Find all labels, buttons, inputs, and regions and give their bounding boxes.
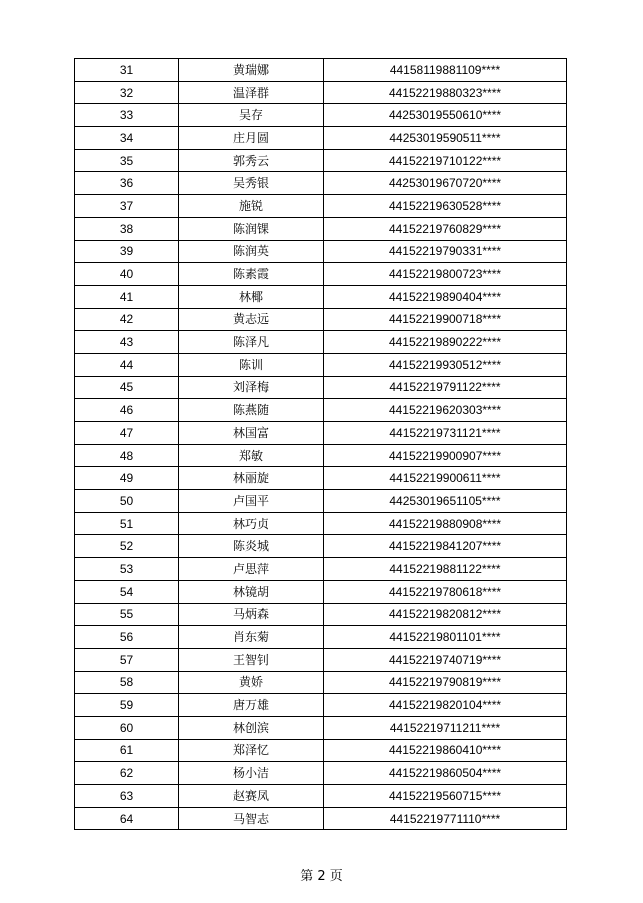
id-number: 44152219790331**** — [324, 240, 567, 263]
row-number: 36 — [75, 172, 179, 195]
id-number: 44152219880323**** — [324, 81, 567, 104]
table-row — [75, 240, 567, 263]
id-number: 44158119881109**** — [324, 59, 567, 82]
table-row — [75, 399, 567, 422]
id-number: 44253019550610**** — [324, 104, 567, 127]
table-row — [75, 512, 567, 535]
id-number: 44152219780618**** — [324, 580, 567, 603]
id-number: 44152219711211**** — [324, 716, 567, 739]
person-name: 唐万雄 — [179, 694, 324, 717]
id-number: 44152219630528**** — [324, 195, 567, 218]
row-number: 59 — [75, 694, 179, 717]
table-row — [75, 422, 567, 445]
person-name: 温泽群 — [179, 81, 324, 104]
person-name: 杨小洁 — [179, 762, 324, 785]
row-number: 31 — [75, 59, 179, 82]
person-name: 刘泽梅 — [179, 376, 324, 399]
person-name: 马炳森 — [179, 603, 324, 626]
table-row — [75, 172, 567, 195]
row-number: 34 — [75, 127, 179, 150]
id-number: 44152219771110**** — [324, 807, 567, 830]
row-number: 42 — [75, 308, 179, 331]
person-name: 卢国平 — [179, 490, 324, 513]
row-number: 50 — [75, 490, 179, 513]
id-number: 44152219860504**** — [324, 762, 567, 785]
table-row — [75, 308, 567, 331]
row-number: 43 — [75, 331, 179, 354]
table-row — [75, 490, 567, 513]
person-name: 施锐 — [179, 195, 324, 218]
person-name: 卢思萍 — [179, 558, 324, 581]
person-name: 黄娇 — [179, 671, 324, 694]
row-number: 48 — [75, 444, 179, 467]
row-number: 57 — [75, 648, 179, 671]
person-name: 郑泽忆 — [179, 739, 324, 762]
table-row — [75, 127, 567, 150]
table-row — [75, 444, 567, 467]
row-number: 58 — [75, 671, 179, 694]
person-name: 庄月圆 — [179, 127, 324, 150]
table-row — [75, 762, 567, 785]
id-number: 44152219740719**** — [324, 648, 567, 671]
row-number: 62 — [75, 762, 179, 785]
table-row — [75, 59, 567, 82]
person-name: 吴秀银 — [179, 172, 324, 195]
person-name: 陈润锞 — [179, 217, 324, 240]
table-row — [75, 376, 567, 399]
person-name: 赵赛凤 — [179, 785, 324, 808]
table-row — [75, 81, 567, 104]
person-name: 陈炎城 — [179, 535, 324, 558]
id-number: 44152219790819**** — [324, 671, 567, 694]
person-name: 林巧贞 — [179, 512, 324, 535]
table-row — [75, 716, 567, 739]
row-number: 45 — [75, 376, 179, 399]
table-row — [75, 580, 567, 603]
person-name: 林镜胡 — [179, 580, 324, 603]
table-row — [75, 331, 567, 354]
row-number: 52 — [75, 535, 179, 558]
person-name: 马智志 — [179, 807, 324, 830]
id-number: 44152219620303**** — [324, 399, 567, 422]
id-number: 44152219731121**** — [324, 422, 567, 445]
table-row — [75, 807, 567, 830]
person-name: 肖东菊 — [179, 626, 324, 649]
table-row — [75, 263, 567, 286]
table-row — [75, 626, 567, 649]
id-number: 44253019651105**** — [324, 490, 567, 513]
roster-table-body — [75, 59, 567, 830]
row-number: 35 — [75, 149, 179, 172]
person-name: 林创滨 — [179, 716, 324, 739]
row-number: 51 — [75, 512, 179, 535]
id-number: 44152219900907**** — [324, 444, 567, 467]
id-number: 44152219791122**** — [324, 376, 567, 399]
row-number: 44 — [75, 353, 179, 376]
table-row — [75, 603, 567, 626]
person-name: 林丽旋 — [179, 467, 324, 490]
person-name: 林国富 — [179, 422, 324, 445]
table-row — [75, 648, 567, 671]
roster-table — [74, 58, 567, 830]
row-number: 61 — [75, 739, 179, 762]
row-number: 53 — [75, 558, 179, 581]
id-number: 44152219900611**** — [324, 467, 567, 490]
table-row — [75, 558, 567, 581]
person-name: 黄瑞娜 — [179, 59, 324, 82]
id-number: 44152219860410**** — [324, 739, 567, 762]
row-number: 46 — [75, 399, 179, 422]
person-name: 林椰 — [179, 285, 324, 308]
id-number: 44152219800723**** — [324, 263, 567, 286]
row-number: 37 — [75, 195, 179, 218]
table-row — [75, 285, 567, 308]
id-number: 44152219801101**** — [324, 626, 567, 649]
row-number: 47 — [75, 422, 179, 445]
table-row — [75, 694, 567, 717]
id-number: 44152219710122**** — [324, 149, 567, 172]
table-row — [75, 671, 567, 694]
id-number: 44253019590511**** — [324, 127, 567, 150]
row-number: 32 — [75, 81, 179, 104]
row-number: 55 — [75, 603, 179, 626]
id-number: 44152219890222**** — [324, 331, 567, 354]
id-number: 44152219880908**** — [324, 512, 567, 535]
row-number: 33 — [75, 104, 179, 127]
person-name: 陈燕随 — [179, 399, 324, 422]
row-number: 38 — [75, 217, 179, 240]
table-row — [75, 217, 567, 240]
id-number: 44152219900718**** — [324, 308, 567, 331]
id-number: 44152219760829**** — [324, 217, 567, 240]
person-name: 黄志远 — [179, 308, 324, 331]
row-number: 49 — [75, 467, 179, 490]
table-row — [75, 785, 567, 808]
table-row — [75, 535, 567, 558]
id-number: 44152219890404**** — [324, 285, 567, 308]
table-row — [75, 739, 567, 762]
id-number: 44152219841207**** — [324, 535, 567, 558]
person-name: 陈泽凡 — [179, 331, 324, 354]
id-number: 44152219881122**** — [324, 558, 567, 581]
row-number: 41 — [75, 285, 179, 308]
row-number: 63 — [75, 785, 179, 808]
person-name: 郑敏 — [179, 444, 324, 467]
table-row — [75, 104, 567, 127]
row-number: 40 — [75, 263, 179, 286]
page-number: 第 2 页 — [300, 869, 343, 884]
person-name: 吴存 — [179, 104, 324, 127]
row-number: 60 — [75, 716, 179, 739]
row-number: 39 — [75, 240, 179, 263]
id-number: 44152219930512**** — [324, 353, 567, 376]
row-number: 56 — [75, 626, 179, 649]
person-name: 郭秀云 — [179, 149, 324, 172]
id-number: 44253019670720**** — [324, 172, 567, 195]
person-name: 陈润英 — [179, 240, 324, 263]
id-number: 44152219820812**** — [324, 603, 567, 626]
table-row — [75, 149, 567, 172]
id-number: 44152219560715**** — [324, 785, 567, 808]
person-name: 陈训 — [179, 353, 324, 376]
row-number: 54 — [75, 580, 179, 603]
row-number: 64 — [75, 807, 179, 830]
person-name: 王智钊 — [179, 648, 324, 671]
table-row — [75, 467, 567, 490]
table-row — [75, 195, 567, 218]
table-row — [75, 353, 567, 376]
id-number: 44152219820104**** — [324, 694, 567, 717]
person-name: 陈素霞 — [179, 263, 324, 286]
